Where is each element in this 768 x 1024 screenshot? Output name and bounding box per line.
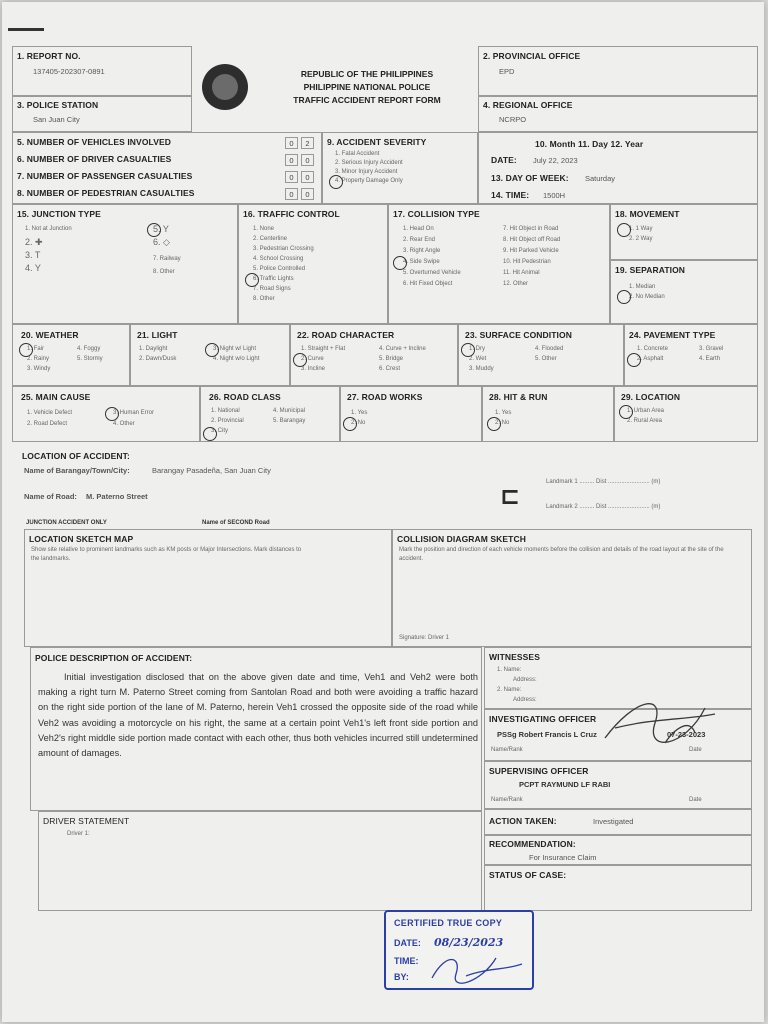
location-type-selected-mark bbox=[619, 405, 633, 419]
stamp-date-value: 08/23/2023 bbox=[434, 936, 504, 949]
time-value: 1500H bbox=[543, 191, 566, 200]
investigating-date-label: Date bbox=[689, 747, 702, 753]
separation-selected-mark bbox=[617, 290, 631, 304]
location-sketch-box bbox=[24, 529, 392, 647]
road-class-selected-mark bbox=[203, 427, 217, 441]
landmark-1: Landmark 1 ......... Dist ......................... (m) bbox=[546, 479, 661, 485]
provincial-office-value: EPD bbox=[499, 67, 515, 76]
collision-opt-3: 3. Right Angle bbox=[403, 248, 441, 254]
junction-opt-3: 3. T bbox=[25, 250, 41, 260]
sketch-hint: Show site relative to prominent landmarks such as KM posts or Major Intersections. Mark distances to the landmarks. bbox=[31, 547, 302, 562]
weather-selected-mark bbox=[19, 343, 33, 357]
report-no-box bbox=[12, 46, 192, 96]
regional-office-value: NCRPO bbox=[499, 115, 527, 124]
road-value: M. Paterno Street bbox=[86, 492, 148, 501]
supervising-date-label: Date bbox=[689, 797, 702, 803]
pavement-opt-2: 2. Asphalt bbox=[637, 356, 664, 362]
severity-opt-3: 3. Minor Injury Accident bbox=[335, 169, 398, 175]
light-selected-mark bbox=[205, 343, 219, 357]
road-char-opt-2: 2. Curve bbox=[301, 356, 324, 362]
cause-opt-4: 4. Other bbox=[113, 421, 135, 427]
junction-opt-7: 7. Railway bbox=[153, 256, 181, 262]
cause-opt-3: 3. Human Error bbox=[113, 410, 155, 416]
collision-opt-10: 10. Hit Pedestrian bbox=[503, 259, 551, 265]
weather-opt-4: 4. Foggy bbox=[77, 346, 101, 352]
weather-label: 20. WEATHER bbox=[21, 330, 79, 340]
surface-opt-5: 5. Other bbox=[535, 356, 557, 362]
date-label: DATE: bbox=[491, 155, 517, 165]
supervising-officer-name: PCPT RAYMUND LF RABI bbox=[519, 780, 611, 789]
witness-1-address: Address: bbox=[513, 677, 537, 683]
police-station-value: San Juan City bbox=[33, 115, 80, 124]
driver-statement-sub: Driver 1: bbox=[67, 831, 90, 837]
top-mark bbox=[8, 28, 44, 31]
traffic-opt-6: 6. Traffic Lights bbox=[253, 276, 294, 282]
movement-opt-2: 2. 2 Way bbox=[629, 236, 653, 242]
road-character-box bbox=[290, 324, 458, 386]
stamp-signature bbox=[426, 948, 526, 986]
hit-run-opt-1: 1. Yes bbox=[495, 410, 512, 416]
date-time-box bbox=[478, 132, 758, 204]
road-class-opt-3: 3. City bbox=[211, 428, 229, 434]
status-box bbox=[484, 865, 752, 911]
road-class-opt-4: 4. Municipal bbox=[273, 408, 306, 414]
pavement-opt-4: 4. Earth bbox=[699, 356, 721, 362]
cause-selected-mark bbox=[105, 407, 119, 421]
investigating-name-rank: Name/Rank bbox=[491, 747, 523, 753]
count-passenger-d2: 0 bbox=[301, 171, 314, 183]
form-header bbox=[262, 68, 472, 107]
location-type-box bbox=[614, 386, 758, 442]
collision-opt-2: 2. Rear End bbox=[403, 237, 436, 243]
light-opt-2: 2. Dawn/Dusk bbox=[139, 356, 177, 362]
road-class-box bbox=[200, 386, 340, 442]
collision-opt-11: 11. Hit Animal bbox=[503, 270, 540, 276]
traffic-opt-7: 7. Road Signs bbox=[253, 286, 291, 292]
pnp-seal-icon bbox=[202, 64, 248, 110]
status-label: STATUS OF CASE: bbox=[489, 870, 567, 880]
traffic-control-box bbox=[238, 204, 388, 324]
severity-label: 9. ACCIDENT SEVERITY bbox=[327, 137, 427, 147]
pavement-opt-3: 3. Gravel bbox=[699, 346, 724, 352]
light-label: 21. LIGHT bbox=[137, 330, 178, 340]
collision-selected-mark bbox=[393, 256, 407, 270]
witness-1-name: 1. Name: bbox=[497, 667, 522, 673]
accident-report-page bbox=[2, 2, 764, 1022]
recommendation-box bbox=[484, 835, 752, 865]
road-char-selected-mark bbox=[293, 353, 307, 367]
stamp-title: CERTIFIED TRUE COPY bbox=[394, 918, 503, 928]
diagram-label: COLLISION DIAGRAM SKETCH bbox=[397, 534, 526, 544]
driver-statement-label: DRIVER STATEMENT bbox=[43, 816, 130, 826]
junction-type-box bbox=[12, 204, 238, 324]
collision-type-box bbox=[388, 204, 610, 324]
stamp-date-label: DATE: bbox=[394, 938, 421, 948]
header-line-1: REPUBLIC OF THE PHILIPPINES bbox=[300, 69, 434, 79]
traffic-control-label: 16. TRAFFIC CONTROL bbox=[243, 209, 340, 219]
road-class-opt-2: 2. Provincial bbox=[211, 418, 244, 424]
investigating-officer-label: INVESTIGATING OFFICER bbox=[489, 714, 597, 724]
count-driver-label: 6. NUMBER OF DRIVER CASUALTIES bbox=[17, 154, 172, 164]
diagram-signature: Signature: Driver 1 bbox=[399, 635, 450, 641]
regional-office-box bbox=[478, 96, 758, 132]
pavement-selected-mark bbox=[627, 353, 641, 367]
hit-run-opt-2: 2. No bbox=[495, 420, 510, 426]
date-value: July 22, 2023 bbox=[533, 156, 578, 165]
traffic-opt-1: 1. None bbox=[253, 226, 275, 232]
witnesses-label: WITNESSES bbox=[489, 652, 540, 662]
pavement-label: 24. PAVEMENT TYPE bbox=[629, 330, 716, 340]
movement-opt-1: 1. 1 Way bbox=[629, 226, 653, 232]
junction-opt-8: 8. Other bbox=[153, 269, 175, 275]
collision-opt-12: 12. Other bbox=[503, 281, 529, 287]
supervising-officer-box bbox=[484, 761, 752, 809]
collision-opt-7: 7. Hit Object in Road bbox=[503, 226, 559, 232]
junction-only-label: JUNCTION ACCIDENT ONLY bbox=[26, 520, 107, 526]
stamp-by-label: BY: bbox=[394, 972, 409, 982]
road-class-label: 26. ROAD CLASS bbox=[209, 392, 281, 402]
movement-label: 18. MOVEMENT bbox=[615, 209, 680, 219]
recommendation-value: For Insurance Claim bbox=[529, 853, 597, 862]
provincial-office-box bbox=[478, 46, 758, 96]
header-line-2: PHILIPPINE NATIONAL POLICE bbox=[303, 82, 431, 92]
count-pedestrian-d2: 0 bbox=[301, 188, 314, 200]
severity-opt-2: 2. Serious Injury Accident bbox=[335, 160, 403, 166]
certified-true-copy-stamp bbox=[384, 910, 534, 990]
casualty-counts-box bbox=[12, 132, 322, 204]
collision-opt-4: 4. Side Swipe bbox=[403, 259, 440, 265]
action-value: Investigated bbox=[593, 817, 634, 826]
weather-opt-1: 1. Fair bbox=[27, 346, 45, 352]
location-type-opt-1: 1. Urban Area bbox=[627, 408, 665, 414]
count-driver-d2: 0 bbox=[301, 154, 314, 166]
diagram-hint: Mark the position and direction of each vehicle moments before the collision and details of the road layout at the site of the accident. bbox=[399, 547, 724, 562]
severity-selected-mark bbox=[329, 175, 343, 189]
hit-run-selected-mark bbox=[487, 417, 501, 431]
severity-box bbox=[322, 132, 478, 204]
weather-opt-5: 5. Stormy bbox=[77, 356, 103, 362]
supervising-name-rank: Name/Rank bbox=[491, 797, 523, 803]
signature-scribble bbox=[595, 688, 725, 750]
day-of-week-value: Saturday bbox=[585, 174, 616, 183]
surface-opt-1: 1. Dry bbox=[469, 346, 486, 352]
report-no-label: 1. REPORT NO. bbox=[17, 51, 81, 61]
traffic-opt-8: 8. Other bbox=[253, 296, 275, 302]
weather-opt-3: 3. Windy bbox=[27, 366, 51, 372]
pavement-opt-1: 1. Concrete bbox=[637, 346, 669, 352]
surface-selected-mark bbox=[461, 343, 475, 357]
bracket-icon: ⊏ bbox=[500, 482, 521, 510]
main-cause-label: 25. MAIN CAUSE bbox=[21, 392, 91, 402]
separation-opt-1: 1. Median bbox=[629, 284, 656, 290]
weather-opt-2: 2. Rainy bbox=[27, 356, 50, 362]
count-vehicles-d2: 2 bbox=[301, 137, 314, 149]
road-char-opt-4: 4. Curve + Incline bbox=[379, 346, 426, 352]
light-box bbox=[130, 324, 290, 386]
investigating-officer-date: 07-23-2023 bbox=[667, 730, 706, 739]
severity-opt-1: 1. Fatal Accident bbox=[335, 151, 380, 157]
road-works-box bbox=[340, 386, 482, 442]
traffic-selected-mark bbox=[245, 273, 259, 287]
police-station-box bbox=[12, 96, 192, 132]
hit-run-box bbox=[482, 386, 614, 442]
count-vehicles-d1: 0 bbox=[285, 137, 298, 149]
count-driver-d1: 0 bbox=[285, 154, 298, 166]
collision-opt-6: 6. Hit Fixed Object bbox=[403, 281, 453, 287]
count-pedestrian-d1: 0 bbox=[285, 188, 298, 200]
date-heading: 10. Month 11. Day 12. Year bbox=[535, 139, 644, 149]
severity-opt-4: 4. Property Damage Only bbox=[335, 178, 403, 184]
weather-box bbox=[12, 324, 130, 386]
header-line-3: TRAFFIC ACCIDENT REPORT FORM bbox=[293, 95, 441, 105]
movement-box bbox=[610, 204, 758, 260]
junction-selected-mark bbox=[147, 223, 161, 237]
pavement-type-box bbox=[624, 324, 758, 386]
road-label: Name of Road: bbox=[24, 492, 77, 501]
cause-opt-2: 2. Road Defect bbox=[27, 421, 68, 427]
separation-opt-2: 2. No Median bbox=[629, 294, 665, 300]
road-char-opt-6: 6. Crest bbox=[379, 366, 401, 372]
light-opt-4: 4. Night w/o Light bbox=[213, 356, 260, 362]
location-label: LOCATION OF ACCIDENT: bbox=[22, 451, 130, 461]
collision-label: 17. COLLISION TYPE bbox=[393, 209, 480, 219]
supervising-officer-label: SUPERVISING OFFICER bbox=[489, 766, 589, 776]
description-label: POLICE DESCRIPTION OF ACCIDENT: bbox=[35, 653, 193, 663]
surface-opt-4: 4. Flooded bbox=[535, 346, 564, 352]
junction-opt-2: 2. ✚ bbox=[25, 237, 43, 247]
collision-opt-9: 9. Hit Parked Vehicle bbox=[503, 248, 559, 254]
hit-run-label: 28. HIT & RUN bbox=[489, 392, 548, 402]
separation-box bbox=[610, 260, 758, 324]
surface-label: 23. SURFACE CONDITION bbox=[465, 330, 572, 340]
count-passenger-label: 7. NUMBER OF PASSENGER CASUALTIES bbox=[17, 171, 193, 181]
junction-opt-1: 1. Not at Junction bbox=[25, 226, 72, 232]
road-char-opt-5: 5. Bridge bbox=[379, 356, 404, 362]
action-label: ACTION TAKEN: bbox=[489, 816, 557, 826]
road-works-label: 27. ROAD WORKS bbox=[347, 392, 423, 402]
traffic-opt-3: 3. Pedestrian Crossing bbox=[253, 246, 314, 252]
junction-opt-4: 4. Y bbox=[25, 263, 41, 273]
collision-diagram-box bbox=[392, 529, 752, 647]
road-works-opt-2: 2. No bbox=[351, 420, 366, 426]
police-station-label: 3. POLICE STATION bbox=[17, 100, 99, 110]
traffic-opt-5: 5. Police Controlled bbox=[253, 266, 306, 272]
road-class-opt-1: 1. National bbox=[211, 408, 240, 414]
surface-opt-2: 2. Wet bbox=[469, 356, 487, 362]
investigating-officer-name: PSSg Robert Francis L Cruz bbox=[497, 730, 597, 739]
traffic-opt-2: 2. Centerline bbox=[253, 236, 288, 242]
separation-label: 19. SEPARATION bbox=[615, 265, 686, 275]
junction-label: 15. JUNCTION TYPE bbox=[17, 209, 101, 219]
location-type-label: 29. LOCATION bbox=[621, 392, 681, 402]
movement-selected-mark bbox=[617, 223, 631, 237]
road-works-opt-1: 1. Yes bbox=[351, 410, 368, 416]
regional-office-label: 4. REGIONAL OFFICE bbox=[483, 100, 573, 110]
main-cause-box bbox=[12, 386, 200, 442]
collision-opt-5: 5. Overturned Vehicle bbox=[403, 270, 461, 276]
witness-2-address: Address: bbox=[513, 697, 537, 703]
light-opt-1: 1. Daylight bbox=[139, 346, 168, 352]
collision-opt-1: 1. Head On bbox=[403, 226, 434, 232]
recommendation-label: RECOMMENDATION: bbox=[489, 839, 576, 849]
light-opt-3: 3. Night w/ Light bbox=[213, 346, 257, 352]
road-char-opt-1: 1. Straight + Flat bbox=[301, 346, 346, 352]
location-type-opt-2: 2. Rural Area bbox=[627, 418, 663, 424]
road-char-opt-3: 3. Incline bbox=[301, 366, 326, 372]
witness-2-name: 2. Name: bbox=[497, 687, 522, 693]
traffic-opt-4: 4. School Crossing bbox=[253, 256, 304, 262]
barangay-value: Barangay Pasadeña, San Juan City bbox=[152, 466, 271, 475]
action-taken-box bbox=[484, 809, 752, 835]
road-works-selected-mark bbox=[343, 417, 357, 431]
second-road-label: Name of SECOND Road bbox=[202, 520, 270, 526]
surface-opt-3: 3. Muddy bbox=[469, 366, 494, 372]
investigating-officer-box bbox=[484, 709, 752, 761]
count-pedestrian-label: 8. NUMBER OF PEDESTRIAN CASUALTIES bbox=[17, 188, 195, 198]
description-text: Initial investigation disclosed that on the above given date and time, Veh1 and Veh2 were both making a right turn M. Paterno Street coming from Santolan Road and both were avoiding a traffic hazard on the right side portion of the lane of M. Paterno, herein Veh1 crossed the opposite side of the road while Veh2 was avoiding a motorcycle on his right, the same at a certain point Veh1's left front side portion and Veh2's right middle side portion made contact with each other, thus both vehicles incurred still undetermined amount of damages. bbox=[38, 672, 478, 759]
road-character-label: 22. ROAD CHARACTER bbox=[297, 330, 395, 340]
collision-opt-8: 8. Hit Object off Road bbox=[503, 237, 561, 243]
provincial-office-label: 2. PROVINCIAL OFFICE bbox=[483, 51, 581, 61]
stamp-time-label: TIME: bbox=[394, 956, 419, 966]
junction-opt-5: 5. Y bbox=[153, 224, 169, 234]
count-vehicles-label: 5. NUMBER OF VEHICLES INVOLVED bbox=[17, 137, 171, 147]
junction-opt-6: 6. ◇ bbox=[153, 237, 170, 247]
driver-statement-box bbox=[38, 811, 482, 911]
landmark-2: Landmark 2 ......... Dist ......................... (m) bbox=[546, 504, 661, 510]
cause-opt-1: 1. Vehicle Defect bbox=[27, 410, 73, 416]
sketch-label: LOCATION SKETCH MAP bbox=[29, 534, 134, 544]
surface-condition-box bbox=[458, 324, 624, 386]
day-of-week-label: 13. DAY OF WEEK: bbox=[491, 173, 569, 183]
time-label: 14. TIME: bbox=[491, 190, 530, 200]
barangay-label: Name of Barangay/Town/City: bbox=[24, 466, 130, 475]
report-no-value: 137405-202307-0891 bbox=[33, 67, 105, 76]
count-passenger-d1: 0 bbox=[285, 171, 298, 183]
road-class-opt-5: 5. Barangay bbox=[273, 418, 306, 424]
